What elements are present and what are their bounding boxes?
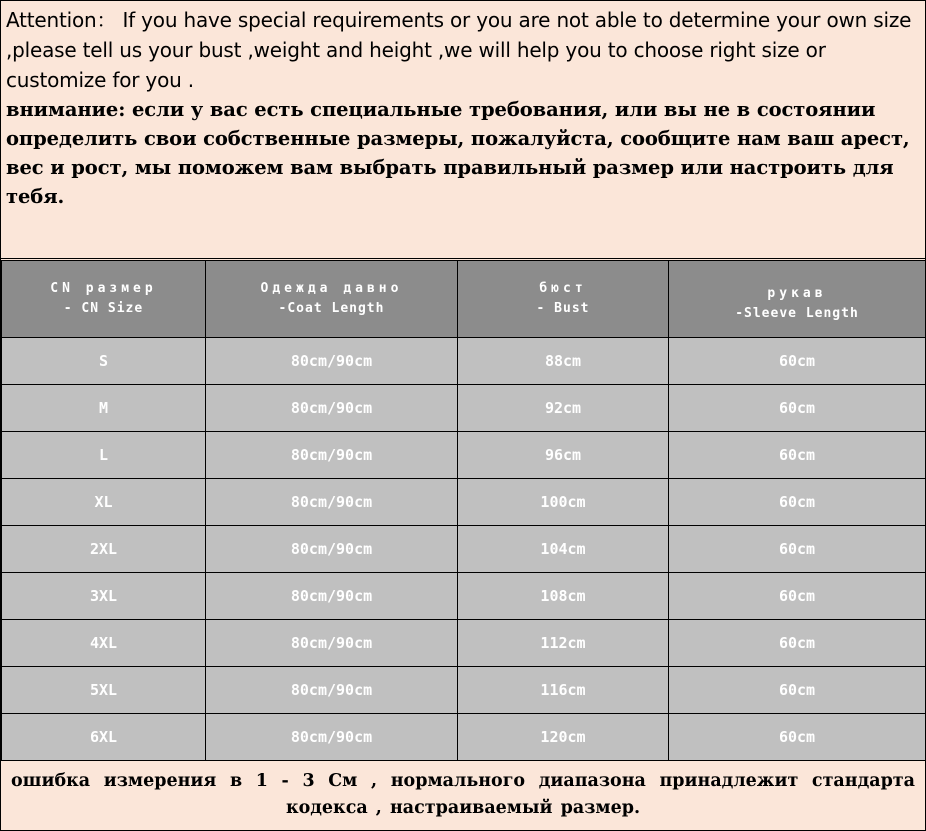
- cell-sleeve-length: 60cm: [669, 573, 926, 620]
- cell-bust: 88cm: [458, 338, 669, 385]
- table-header-row: [2, 261, 926, 338]
- cell-sleeve-length: 60cm: [669, 620, 926, 667]
- table-row: [2, 432, 926, 479]
- cell-size: XL: [2, 479, 206, 526]
- cell-size: L: [2, 432, 206, 479]
- header-cn-size: [2, 261, 206, 338]
- cell-bust: 120cm: [458, 714, 669, 761]
- cell-coat-length: 80cm/90cm: [206, 573, 458, 620]
- notice-english: Attention： If you have special requirements or you are not able to determine your own size ,please tell us your bust ,weight and height ,we will help you to choose right size or customize for you .: [6, 8, 912, 92]
- cell-size: 6XL: [2, 714, 206, 761]
- cell-size: 2XL: [2, 526, 206, 573]
- header-coat-length-en: -Coat Length: [278, 301, 385, 316]
- cell-sleeve-length: 60cm: [669, 385, 926, 432]
- cell-sleeve-length: 60cm: [669, 432, 926, 479]
- cell-bust: 108cm: [458, 573, 669, 620]
- size-table: [1, 260, 926, 761]
- table-row: [2, 573, 926, 620]
- cell-bust: 100cm: [458, 479, 669, 526]
- cell-bust: 116cm: [458, 667, 669, 714]
- cell-bust: 92cm: [458, 385, 669, 432]
- cell-coat-length: 80cm/90cm: [206, 479, 458, 526]
- cell-size: 5XL: [2, 667, 206, 714]
- cell-coat-length: 80cm/90cm: [206, 620, 458, 667]
- cell-sleeve-length: 60cm: [669, 714, 926, 761]
- header-sleeve-length-en: -Sleeve Length: [735, 306, 859, 321]
- cell-size: 4XL: [2, 620, 206, 667]
- cell-sleeve-length: 60cm: [669, 338, 926, 385]
- cell-coat-length: 80cm/90cm: [206, 385, 458, 432]
- cell-sleeve-length: 60cm: [669, 479, 926, 526]
- table-row: [2, 667, 926, 714]
- cell-coat-length: 80cm/90cm: [206, 526, 458, 573]
- cell-bust: 96cm: [458, 432, 669, 479]
- header-cn-size-en: - CN Size: [63, 301, 144, 316]
- notice-russian: внимание: если у вас есть специальные требования, или вы не в состоянии определить свои собственные размеры, пожалуйста, сообщите нам ваш арест, вес и рост, мы поможем вам выбрать правильный размер или настроить для тебя.: [6, 98, 910, 208]
- header-coat-length-ru: Одежда давно: [260, 281, 403, 296]
- size-notice: [1, 1, 925, 259]
- cell-size: M: [2, 385, 206, 432]
- table-row: [2, 620, 926, 667]
- cell-coat-length: 80cm/90cm: [206, 667, 458, 714]
- header-sleeve-length-ru: рукав: [767, 286, 827, 301]
- header-cn-size-ru: CN размер: [50, 281, 157, 296]
- header-bust-ru: бюст: [539, 281, 587, 296]
- cell-bust: 112cm: [458, 620, 669, 667]
- header-sleeve-length: [669, 261, 926, 338]
- cell-sleeve-length: 60cm: [669, 526, 926, 573]
- cell-coat-length: 80cm/90cm: [206, 714, 458, 761]
- table-row: [2, 479, 926, 526]
- table-row: [2, 385, 926, 432]
- cell-coat-length: 80cm/90cm: [206, 432, 458, 479]
- table-row: [2, 338, 926, 385]
- cell-sleeve-length: 60cm: [669, 667, 926, 714]
- cell-size: S: [2, 338, 206, 385]
- cell-coat-length: 80cm/90cm: [206, 338, 458, 385]
- table-row: [2, 526, 926, 573]
- cell-size: 3XL: [2, 573, 206, 620]
- cell-bust: 104cm: [458, 526, 669, 573]
- header-coat-length: [206, 261, 458, 338]
- measurement-note: ошибка измерения в 1 - 3 См , нормального диапазона принадлежит стандарта кодекса , настраиваемый размер.: [11, 771, 915, 818]
- header-bust: [458, 261, 669, 338]
- header-bust-en: - Bust: [536, 301, 590, 316]
